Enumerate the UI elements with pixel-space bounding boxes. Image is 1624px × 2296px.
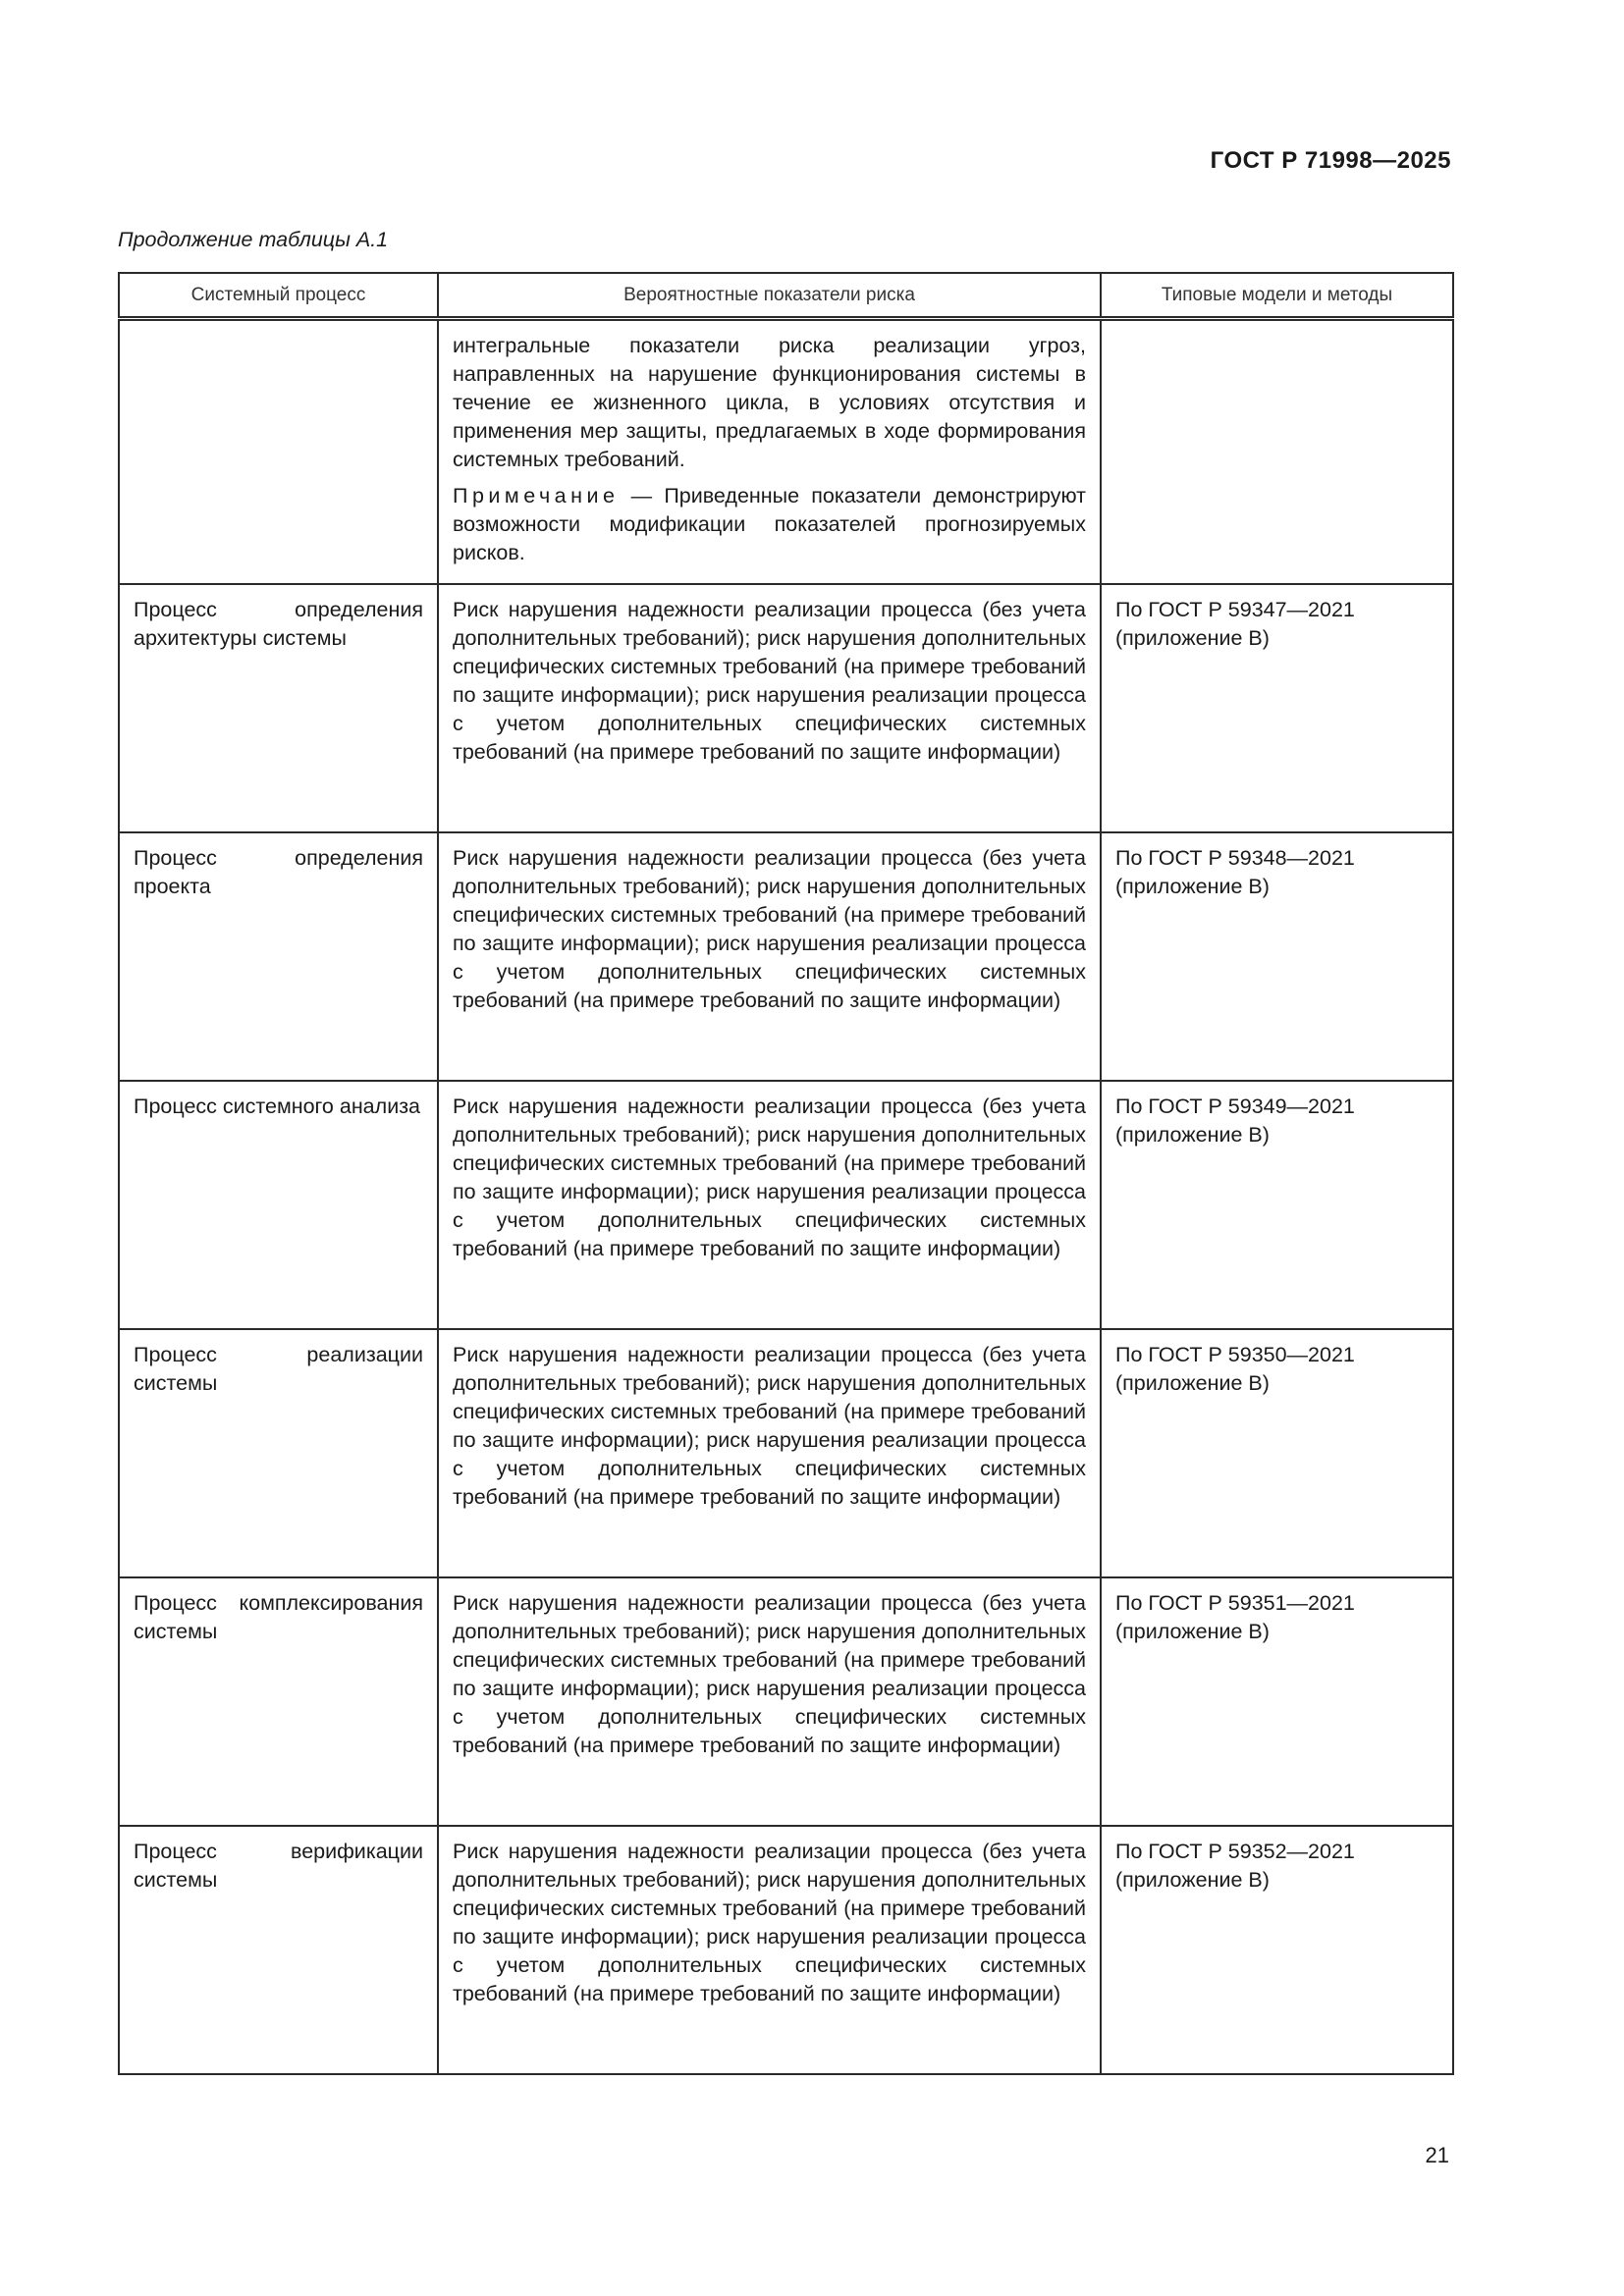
table-row (119, 1081, 1453, 1329)
indicators-cell: Риск нарушения надежности реализации процесса (без учета дополнительных требований); риск нарушения дополнительных специфических системных требований (на примере требований по защите информации); риск нарушения реализации процесса с учетом дополнительных специфических системных требований (на примере требований по защите информации) (438, 832, 1101, 1081)
header-models-methods: Типовые модели и методы (1101, 273, 1453, 319)
process-cell: Процесс верификации системы (119, 1826, 438, 2074)
table-row (119, 319, 1453, 584)
process-cell (119, 319, 438, 584)
methods-cell (1101, 319, 1453, 584)
header-risk-indicators: Вероятностные показатели риска (438, 273, 1101, 319)
process-cell: Процесс реализации системы (119, 1329, 438, 1577)
methods-cell: По ГОСТ Р 59351—2021 (приложение В) (1101, 1577, 1453, 1826)
table-row (119, 1826, 1453, 2074)
process-cell: Процесс определения проекта (119, 832, 438, 1081)
note (453, 482, 1086, 567)
process-cell: Процесс системного анализа (119, 1081, 438, 1329)
header-system-process: Системный процесс (119, 273, 438, 319)
methods-cell: По ГОСТ Р 59350—2021 (приложение В) (1101, 1329, 1453, 1577)
indicators-cell: Риск нарушения надежности реализации процесса (без учета дополнительных требований); риск нарушения дополнительных специфических системных требований (на примере требований по защите информации); риск нарушения реализации процесса с учетом дополнительных специфических системных требований (на примере требований по защите информации) (438, 1329, 1101, 1577)
indicators-cell: Риск нарушения надежности реализации процесса (без учета дополнительных требований); риск нарушения дополнительных специфических системных требований (на примере требований по защите информации); риск нарушения реализации процесса с учетом дополнительных специфических системных требований (на примере требований по защите информации) (438, 1826, 1101, 2074)
risk-indicators-table (118, 272, 1454, 2075)
table-row (119, 1329, 1453, 1577)
table-header-row (119, 273, 1453, 319)
process-cell: Процесс определения архитектуры системы (119, 584, 438, 832)
page-number: 21 (1425, 2143, 1449, 2167)
table-row (119, 832, 1453, 1081)
indicators-cell: Риск нарушения надежности реализации процесса (без учета дополнительных требований); риск нарушения дополнительных специфических системных требований (на примере требований по защите информации); риск нарушения реализации процесса с учетом дополнительных специфических системных требований (на примере требований по защите информации) (438, 584, 1101, 832)
table-row (119, 584, 1453, 832)
document-code: ГОСТ Р 71998—2025 (1210, 147, 1451, 174)
indicators-cell: Риск нарушения надежности реализации процесса (без учета дополнительных требований); риск нарушения дополнительных специфических системных требований (на примере требований по защите информации); риск нарушения реализации процесса с учетом дополнительных специфических системных требований (на примере требований по защите информации) (438, 1081, 1101, 1329)
process-cell: Процесс комплексирования системы (119, 1577, 438, 1826)
note-text: — Приведенные показатели демонстрируют возможности модификации показателей прогнозируемых рисков. (453, 484, 1086, 564)
methods-cell: По ГОСТ Р 59352—2021 (приложение В) (1101, 1826, 1453, 2074)
indicators-text: интегральные показатели риска реализации угроз, направленных на нарушение функционирования системы в течение ее жизненного цикла, в условиях отсутствия и применения мер защиты, предлагаемых в ходе формирования системных требований. (453, 334, 1086, 471)
table-caption: Продолжение таблицы А.1 (118, 228, 389, 251)
methods-cell: По ГОСТ Р 59349—2021 (приложение В) (1101, 1081, 1453, 1329)
note-label: Примечание (453, 484, 620, 507)
methods-cell: По ГОСТ Р 59347—2021 (приложение В) (1101, 584, 1453, 832)
indicators-cell: Риск нарушения надежности реализации процесса (без учета дополнительных требований); риск нарушения дополнительных специфических системных требований (на примере требований по защите информации); риск нарушения реализации процесса с учетом дополнительных специфических системных требований (на примере требований по защите информации) (438, 1577, 1101, 1826)
table-body (119, 584, 1453, 2074)
table-row (119, 1577, 1453, 1826)
methods-cell: По ГОСТ Р 59348—2021 (приложение В) (1101, 832, 1453, 1081)
indicators-cell (438, 319, 1101, 584)
